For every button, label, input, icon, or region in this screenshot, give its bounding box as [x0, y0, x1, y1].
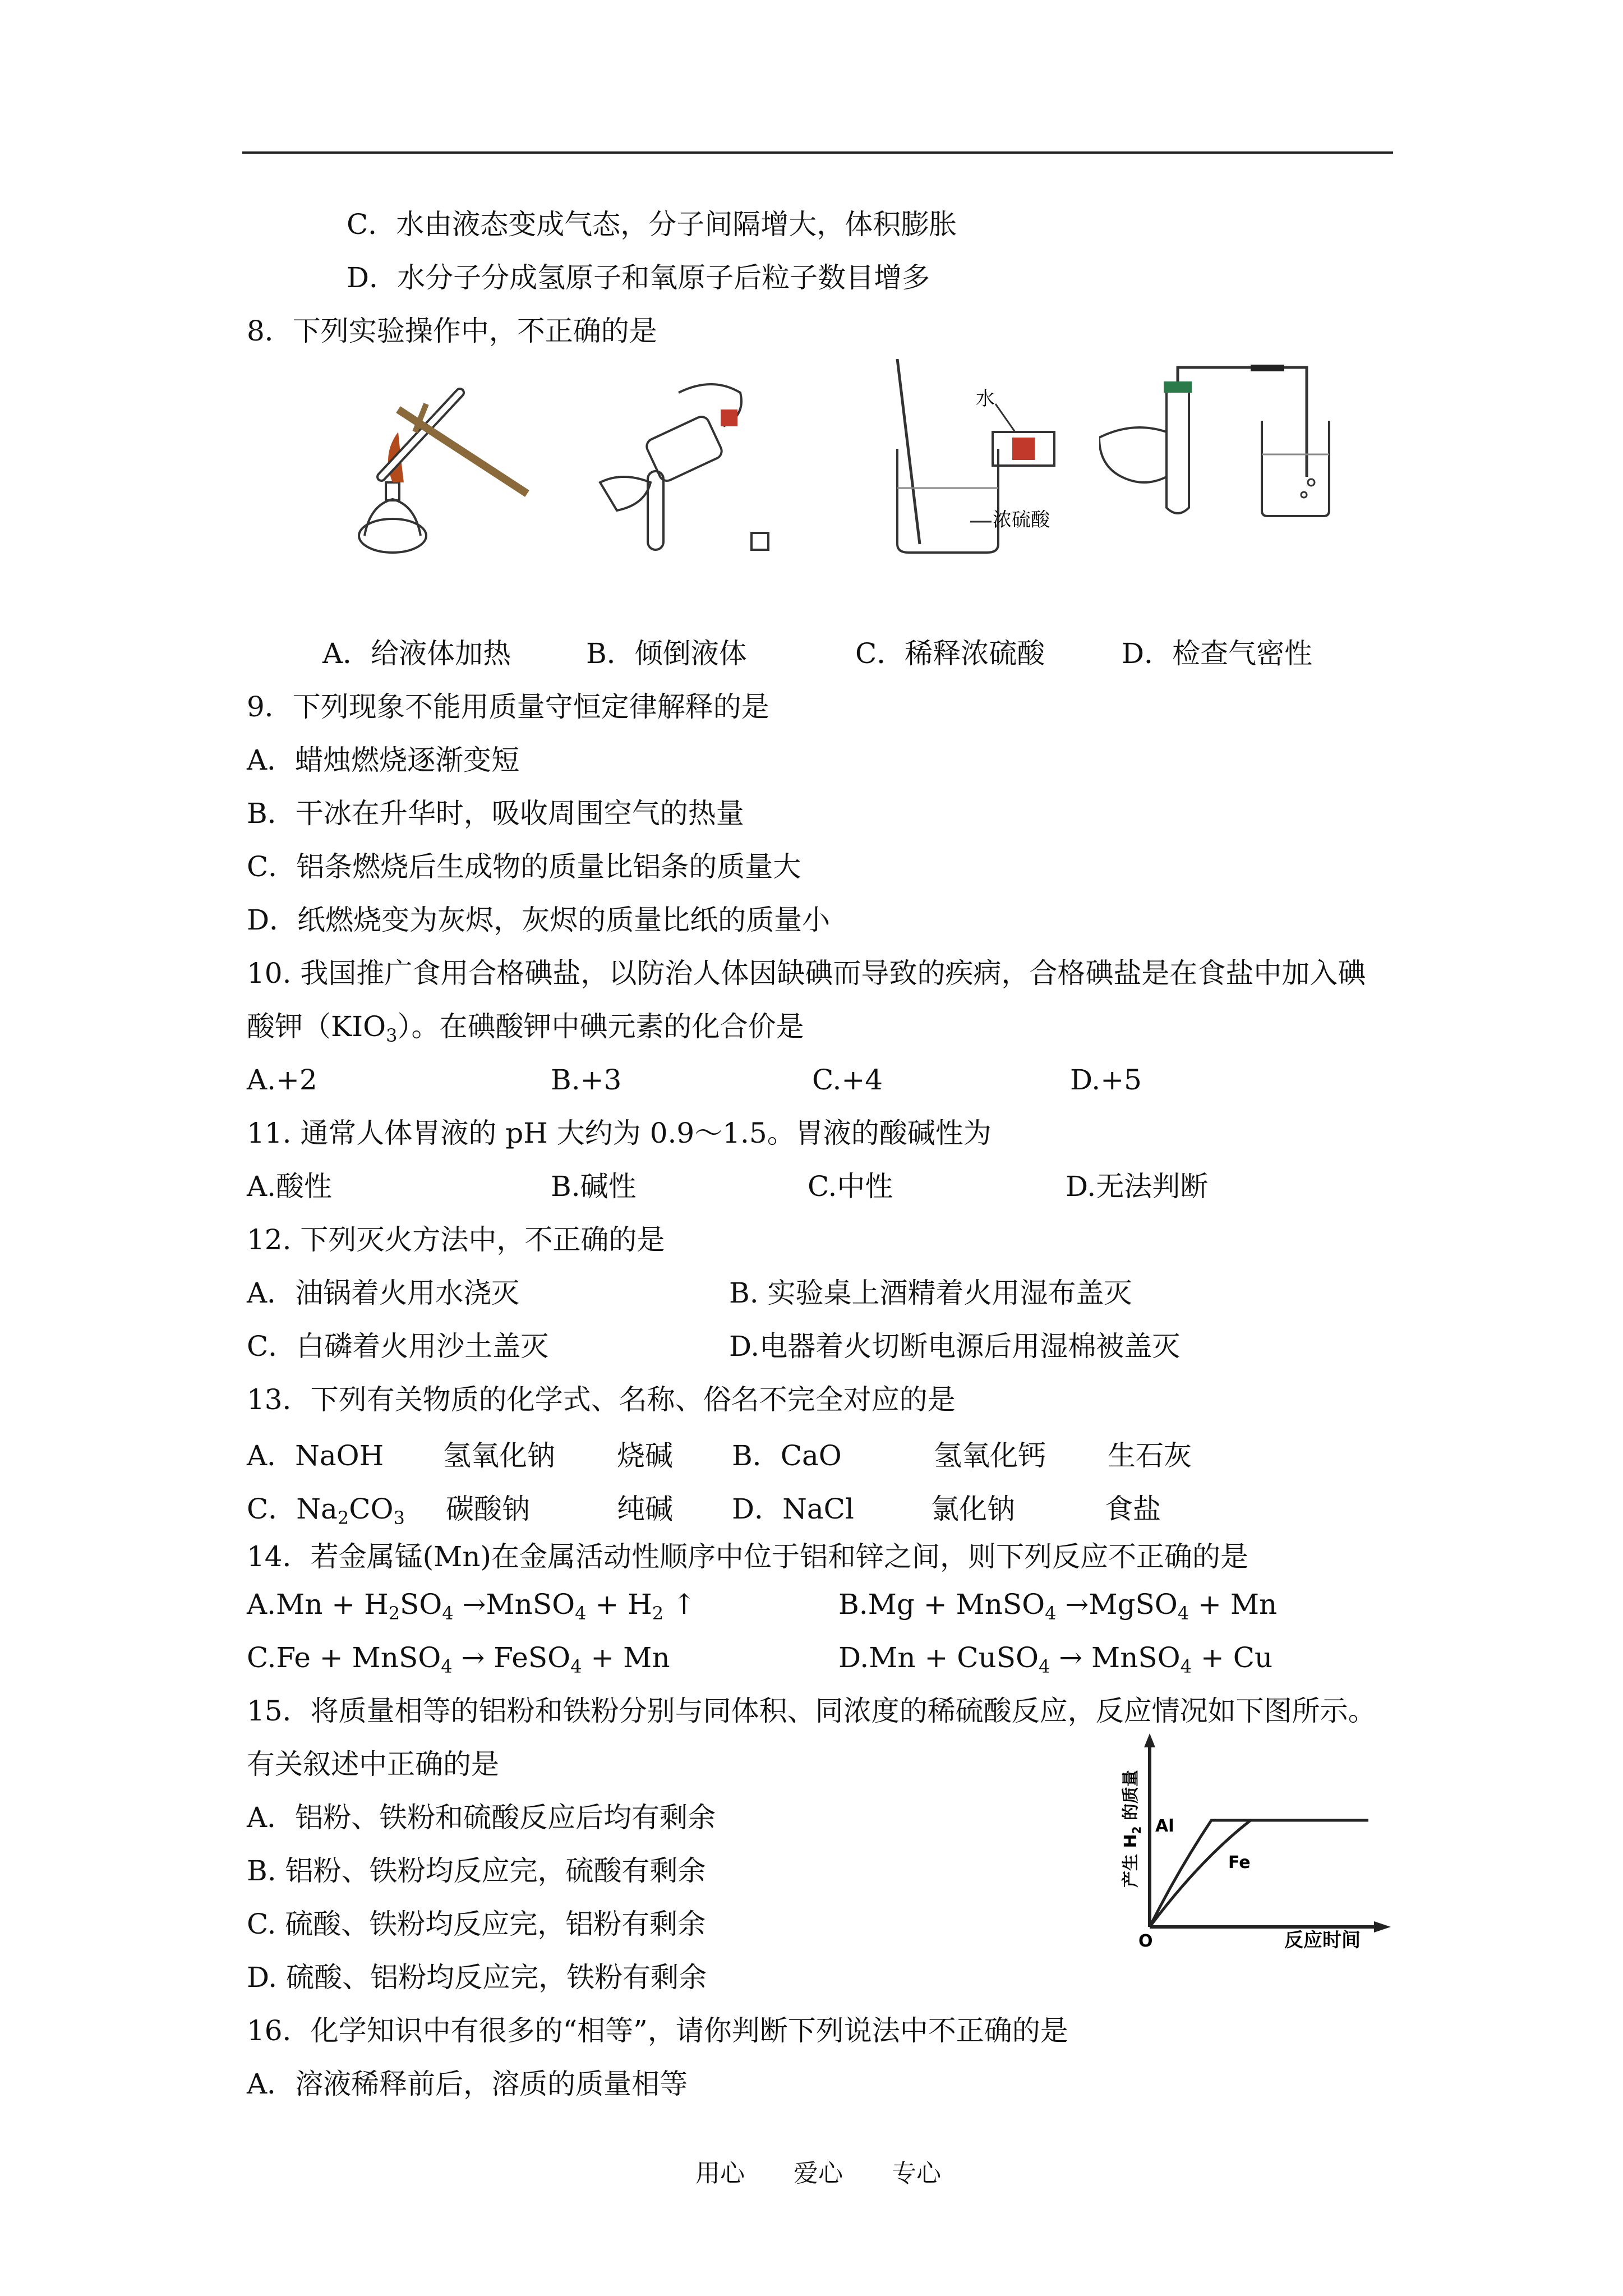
q14-option-d: D.Mn + CuSO$_4$ → MnSO$_4$ + Cu [838, 1641, 1273, 1677]
q13-d-name: 氯化钠 [931, 1493, 1015, 1525]
q12-option-d: D.电器着火切断电源后用湿棉被盖灭 [729, 1330, 1181, 1363]
q8-option-b: B．倾倒液体 [586, 637, 747, 670]
q10-option-d: D.+5 [1070, 1064, 1142, 1096]
q13-c-formula: C．$Na_2CO_3$ [247, 1493, 405, 1529]
q12-option-c: C．白磷着火用沙土盖灭 [247, 1330, 549, 1363]
q16-option-a: A．溶液稀释前后，溶质的质量相等 [247, 2068, 688, 2100]
q8-option-a: A．给液体加热 [322, 637, 511, 670]
y-axis-arrow [1144, 1733, 1155, 1747]
q13-a-formula: A．NaOH [247, 1439, 384, 1472]
q15-option-b: B. 铝粉、铁粉均反应完，硫酸有剩余 [247, 1855, 706, 1887]
q13-c-name: 碳酸钠 [446, 1493, 530, 1525]
q13-stem: 13．下列有关物质的化学式、名称、俗名不完全对应的是 [247, 1383, 956, 1416]
q11-option-c: C.中性 [808, 1170, 893, 1203]
series-al-curve [1150, 1820, 1368, 1927]
q7-option-c: C．水由液态变成气态，分子间隔增大，体积膨胀 [347, 208, 957, 241]
q14-stem: 14．若金属锰(Mn)在金属活动性顺序中位于铝和锌之间，则下列反应不正确的是 [247, 1540, 1249, 1573]
q11-stem: 11. 通常人体胃液的 pH 大约为 0.9～1.5。胃液的酸碱性为 [247, 1117, 992, 1149]
q15-option-c: C. 硫酸、铁粉均反应完，铝粉有剩余 [247, 1908, 706, 1940]
q9-option-c: C．铝条燃烧后生成物的质量比铝条的质量大 [247, 850, 801, 883]
q9-option-a: A．蜡烛燃烧逐渐变短 [247, 744, 520, 776]
y-axis-label: 产生 $H_2$ 的质量 [1121, 1770, 1144, 1888]
q11-option-d: D.无法判断 [1066, 1170, 1209, 1203]
figure-heating-liquid [348, 387, 538, 567]
label-fe: Fe [1228, 1853, 1251, 1872]
label-conc-acid: 浓硫酸 [993, 509, 1050, 531]
q10-option-b: B.+3 [551, 1064, 622, 1096]
q13-d-formula: D．NaCl [732, 1493, 854, 1525]
q13-a-name: 氢氧化钠 [443, 1439, 555, 1472]
x-axis-arrow [1374, 1921, 1391, 1932]
q14-option-a: $A.Mn + H_2SO_4$ →MnSO$_4$ + $H_2$ ↑ [247, 1588, 696, 1624]
figure-pouring-liquid [594, 370, 774, 561]
q8-option-c: C．稀释浓硫酸 [855, 637, 1045, 670]
q15-option-a: A．铝粉、铁粉和硫酸反应后均有剩余 [247, 1801, 716, 1834]
q8-option-d: D．检查气密性 [1122, 637, 1313, 670]
figure-diluting-acid [886, 359, 1077, 561]
x-axis-label: 反应时间 [1284, 1929, 1361, 1949]
q14-option-b: B.Mg + MnSO$_4$ →MgSO$_4$ + Mn [838, 1588, 1278, 1624]
q14-option-c: C.Fe + MnSO$_4$ → FeSO$_4$ + Mn [247, 1641, 670, 1677]
header-rule [242, 151, 1393, 154]
q10-option-a: A.+2 [247, 1064, 317, 1096]
q13-b-formula: B．CaO [732, 1439, 842, 1472]
q8-stem: 8．下列实验操作中，不正确的是 [247, 315, 657, 347]
footer-text-1: 用心 [695, 2159, 745, 2188]
label-al: Al [1155, 1816, 1174, 1836]
q7-option-d: D．水分子分成氢原子和氧原子后粒子数目增多 [347, 261, 930, 294]
h2-mass-vs-time-graph [1116, 1731, 1396, 1949]
q12-option-b: B. 实验桌上酒精着火用湿布盖灭 [729, 1277, 1132, 1309]
q11-option-b: B.碱性 [551, 1170, 637, 1203]
q16-stem: 16．化学知识中有很多的“相等”，请你判断下列说法中不正确的是 [247, 2014, 1068, 2047]
q13-a-common: 烧碱 [617, 1439, 673, 1472]
q9-option-d: D．纸燃烧变为灰烬，灰烬的质量比纸的质量小 [247, 904, 831, 936]
q15-stem: 15．将质量相等的铝粉和铁粉分别与同体积、同浓度的稀硫酸反应，反应情况如下图所示。 [247, 1695, 1376, 1727]
q10-option-c: C.+4 [812, 1064, 883, 1096]
footer-text-3: 专心 [892, 2159, 941, 2188]
q10-stem-line2: 酸钾$(KIO_3)$。在碘酸钾中碘元素的化合价是 [247, 1010, 804, 1046]
q15-option-d: D. 硫酸、铝粉均反应完，铁粉有剩余 [247, 1961, 707, 1994]
q13-c-common: 纯碱 [617, 1493, 673, 1525]
q12-option-a: A．油锅着火用水浇灭 [247, 1277, 520, 1309]
q12-stem: 12. 下列灭火方法中，不正确的是 [247, 1223, 665, 1256]
q13-b-name: 氢氧化钙 [934, 1439, 1046, 1472]
q9-stem: 9．下列现象不能用质量守恒定律解释的是 [247, 691, 769, 723]
q15-stem-line2: 有关叙述中正确的是 [247, 1748, 499, 1780]
q9-option-b: B．干冰在升华时，吸收周围空气的热量 [247, 797, 744, 830]
q10-stem-line1: 10. 我国推广食用合格碘盐，以防治人体因缺碘而导致的疾病，合格碘盐是在食盐中加入碘 [247, 957, 1366, 990]
q11-option-a: A.酸性 [247, 1170, 333, 1203]
origin-label: O [1138, 1931, 1153, 1949]
q13-b-common: 生石灰 [1108, 1439, 1192, 1472]
footer-text-2: 爱心 [794, 2159, 843, 2188]
q13-d-common: 食盐 [1105, 1493, 1161, 1525]
label-water: 水 [976, 388, 995, 410]
figure-airtightness-check [1099, 365, 1340, 527]
